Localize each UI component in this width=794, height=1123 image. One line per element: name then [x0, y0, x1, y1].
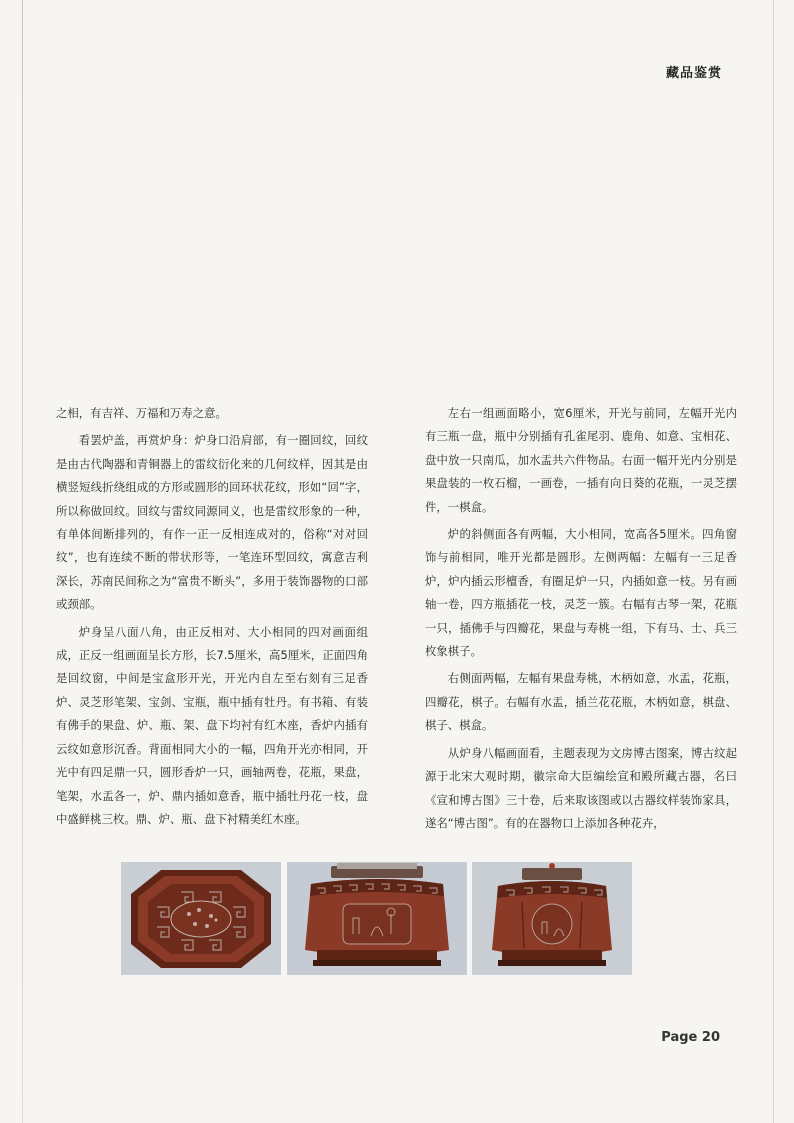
page-number: Page 20 [661, 1030, 720, 1045]
right-paragraph-1: 左右一组画面略小，宽6厘米，开光与前同，左幅开光内有三瓶一盘，瓶中分别插有孔雀尾羽、鹿角、如意、宝相花、盘中放一只南瓜，加水盂共六件物品。右面一幅开光内分别是果盘装的一枚石榴，一画卷，一插有向日葵的花瓶，一灵芝摆件，一棋盒。 [425, 406, 737, 514]
photo-strip [121, 862, 681, 975]
left-paragraph-2: 看罢炉盖，再赏炉身：炉身口沿肩部，有一圈回纹，回纹是由古代陶器和青铜器上的雷纹衍化来的几何纹样，因其是由横竖短线折绕组成的方形或圆形的回环状花纹，形如“回”字，所以称做回纹。回纹与雷纹同源同义，也是雷纹形象的一种，有单体间断排列的，有作一正一反相连成对的，俗称“对对回纹”，也有连续不断的带状形等，一笔连环型回纹，寓意吉利深长，苏南民间称之为“富贵不断头”，多用于装饰器物的口部或颈部。 [56, 433, 368, 612]
lacquer-censer-side-photo [472, 862, 632, 975]
left-paragraph-3: 炉身呈八面八角，由正反相对、大小相同的四对画面组成，正反一组画面呈长方形，长7.5厘米，高5厘米，正面四角是回纹窗，中间是宝盒形开光，开光内自左至右刻有三足香炉、灵芝形笔架、宝剑、宝瓶，瓶中插有牡丹。有书箱、有装有佛手的果盘、炉、瓶、架、盘下均衬有红木座，香炉内插有云纹如意形沉香。背面相同大小的一幅，四角开光亦相同，开光中有四足鼎一只，圆形香炉一只，画轴两卷，花瓶，果盘，笔架，水盂各一，炉、鼎内插如意香，瓶中插牡丹花一枝，盘中盛鲜桃三枚。鼎、炉、瓶、盘下衬精美红木座。 [56, 624, 368, 826]
section-header: 藏品鉴赏 [665, 66, 722, 81]
right-paragraph-4: 从炉身八幅画面看，主题表现为文房博古图案，博古纹起源于北宋大观时期，徽宗命大臣编绘宣和殿所藏古器，名曰《宣和博古图》三十卷，后来取该图或以古器纹样装饰家具，遂名“博古图”。有的在器物口上添加各种花卉， [425, 745, 737, 830]
right-column [425, 402, 737, 839]
left-column [56, 402, 368, 835]
lacquer-censer-front-photo [287, 862, 467, 975]
octagonal-lacquer-lid-photo [121, 862, 281, 975]
right-paragraph-3: 右侧面两幅，左幅有果盘寿桃，木柄如意，水盂，花瓶，四瓣花，棋子。右幅有水盂，插兰花花瓶，木柄如意，棋盘、棋子、棋盒。 [425, 671, 737, 733]
left-paragraph-1: 之相，有吉祥、万福和万寿之意。 [56, 406, 227, 420]
scan-edge-right [773, 0, 774, 1123]
scan-edge-left [22, 0, 23, 1123]
right-paragraph-2: 炉的斜侧面各有两幅，大小相同，宽高各5厘米。四角窗饰与前相同，唯开光都是圆形。左侧两幅：左幅有一三足香炉，炉内插云形檀香，有圈足炉一只，内插如意一枝。另有画轴一卷，四方瓶插花一枝，灵芝一簇。右幅有古琴一架，花瓶一只，插佛手与四瓣花，果盘与寿桃一组，下有马、士、兵三枚象棋子。 [425, 527, 737, 659]
